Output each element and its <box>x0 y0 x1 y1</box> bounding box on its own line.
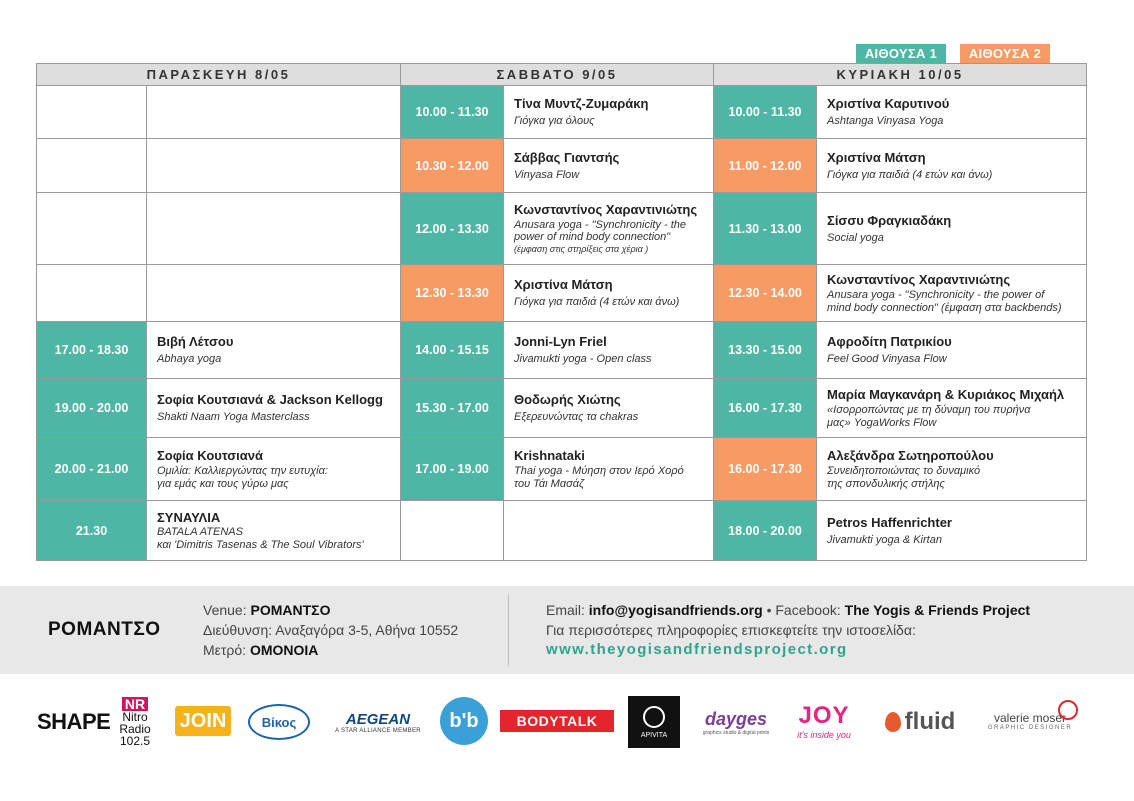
join-logo: JOIN <box>175 706 231 736</box>
table-row <box>37 438 1087 501</box>
time-slot: 15.30 - 17.00 <box>401 379 504 438</box>
class-name-line-2: μας» YogaWorks Flow <box>827 416 937 429</box>
session-cell <box>504 379 714 438</box>
session-cell <box>817 379 1087 438</box>
empty-slot <box>147 86 401 139</box>
day-header-friday: ΠΑΡΑΣΚΕΥΗ 8/05 <box>37 64 401 86</box>
class-name: Ομιλία: Καλλιεργώντας την ευτυχία: <box>157 464 328 477</box>
session-cell <box>147 438 401 501</box>
metro-name: ΟΜΟΝΟΙΑ <box>249 642 319 658</box>
empty-slot <box>37 265 147 322</box>
empty-slot <box>37 139 147 193</box>
session-cell <box>504 86 714 139</box>
separator: • <box>762 602 776 618</box>
facebook-label: Facebook: <box>775 602 845 618</box>
instructor-name: Αφροδίτη Πατρικίου <box>827 334 952 349</box>
class-name: Abhaya yoga <box>157 353 222 365</box>
class-name: Thai yoga - Μύηση στον Ιερό Χορό <box>514 464 684 477</box>
time-slot: 16.00 - 17.30 <box>714 379 817 438</box>
contact-details <box>546 600 1030 660</box>
radio-text: Radio <box>119 722 151 736</box>
joy-logo <box>790 698 858 744</box>
venue-name: ΡΟΜΑΝΤΣΟ <box>250 602 331 618</box>
time-slot: 17.00 - 19.00 <box>401 438 504 501</box>
instructor-name: Θοδωρής Χιώτης <box>514 392 621 407</box>
empty-slot <box>147 265 401 322</box>
time-slot: 10.00 - 11.30 <box>401 86 504 139</box>
joy-text: JOY <box>798 702 850 729</box>
table-row <box>37 501 1087 561</box>
session-cell <box>504 139 714 193</box>
dayges-subtext: graphics studio & digital prints <box>702 729 770 736</box>
session-cell <box>817 86 1087 139</box>
time-slot: 10.00 - 11.30 <box>714 86 817 139</box>
valerie-text: valerie moser <box>993 711 1067 725</box>
class-name: Shakti Naam Yoga Masterclass <box>157 411 310 423</box>
class-note: (έμφαση στις στηρίξεις στα χέρια ) <box>514 244 649 254</box>
instructor-name: Κωνσταντίνος Χαραντινιώτης <box>827 271 1011 287</box>
session-cell <box>147 379 401 438</box>
class-name-line-2: για εμάς και τους γύρω μας <box>157 477 289 490</box>
nitro-text: Nitro <box>122 710 148 724</box>
instructor-name: Σοφία Κουτσιανά <box>157 447 264 463</box>
instructor-name: Τίνα Μυντζ-Ζυμαράκη <box>514 96 649 111</box>
metro-label: Μετρό: <box>203 642 250 658</box>
instructor-name: Krishnataki <box>514 447 585 463</box>
dayges-text: dayges <box>704 708 768 729</box>
instructor-name: Χριστίνα Μάτση <box>514 277 613 292</box>
empty-slot <box>147 139 401 193</box>
class-name-line-2: power of mind body connection" <box>514 231 671 243</box>
more-info-text: Για περισσότερες πληροφορίες επισκεφτείτε την ιστοσελίδα: <box>546 622 916 638</box>
instructor-name: Σίσσυ Φραγκιαδάκη <box>827 212 952 228</box>
day-header-row <box>37 64 1087 86</box>
fluid-logo <box>872 706 968 738</box>
class-name: Feel Good Vinyasa Flow <box>827 353 947 365</box>
time-slot: 12.00 - 13.30 <box>401 193 504 265</box>
facebook-link[interactable]: The Yogis & Friends Project <box>844 602 1031 618</box>
class-name-line-2: του Τάι Μασάζ <box>514 477 585 490</box>
session-cell <box>147 501 401 561</box>
email-label: Email: <box>546 602 589 618</box>
drop-icon <box>885 712 901 732</box>
class-name: Ashtanga Vinyasa Yoga <box>827 115 944 127</box>
class-name: Anusara yoga - "Synchronicity - the power of <box>827 288 1045 301</box>
instructor-name: Petros Haffenrichter <box>827 514 952 530</box>
romantso-logo: ΡΟΜΑΝΤΣΟ <box>48 619 161 640</box>
time-slot: 14.00 - 15.15 <box>401 322 504 379</box>
class-name: Vinyasa Flow <box>514 168 580 181</box>
venue-details <box>203 600 458 660</box>
room-legend <box>856 44 1050 63</box>
class-name: Γιόγκα για όλους <box>514 115 595 127</box>
venue-label: Venue: <box>203 602 251 618</box>
dayges-logo <box>700 700 772 744</box>
time-slot: 16.00 - 17.30 <box>714 438 817 501</box>
time-slot: 11.30 - 13.00 <box>714 193 817 265</box>
venue-info-bar <box>0 586 1134 674</box>
time-slot: 13.30 - 15.00 <box>714 322 817 379</box>
instructor-name: Jonni-Lyn Friel <box>514 334 607 349</box>
nitro-badge: NR <box>122 697 148 711</box>
instructor-name: Αλεξάνδρα Σωτηροπούλου <box>827 447 994 463</box>
website-link[interactable]: www.theyogisandfriendsproject.org <box>546 641 848 658</box>
time-slot: 21.30 <box>37 501 147 561</box>
instructor-name: Κωνσταντίνος Χαραντινιώτης <box>514 202 698 217</box>
bodytalk-logo: BODYTALK <box>500 710 614 732</box>
class-name: Εξερευνώντας τα chakras <box>514 411 639 423</box>
valerie-moser-logo <box>978 704 1082 738</box>
apivita-text: APIVITA <box>640 731 668 739</box>
apivita-logo <box>628 696 680 748</box>
bee-icon <box>643 706 665 728</box>
fluid-text: fluid <box>904 708 956 735</box>
class-name: Γιόγκα για παιδιά (4 ετών και άνω) <box>827 168 993 181</box>
time-slot: 18.00 - 20.00 <box>714 501 817 561</box>
empty-slot <box>37 86 147 139</box>
time-slot: 17.00 - 18.30 <box>37 322 147 379</box>
divider <box>508 594 509 666</box>
concert-artist: BATALA ATENAS <box>157 525 243 538</box>
session-cell <box>504 265 714 322</box>
class-name: «Ισορροπώντας με τη δύναμη του πυρήνα <box>827 403 1031 416</box>
time-slot: 20.00 - 21.00 <box>37 438 147 501</box>
class-name: Social yoga <box>827 231 884 244</box>
session-cell <box>817 501 1087 561</box>
class-name: Jivamukti yoga & Kirtan <box>827 533 942 546</box>
instructor-name: Σοφία Κουτσιανά & Jackson Kellogg <box>157 392 383 407</box>
schedule-table <box>36 63 1087 561</box>
room-1-badge: ΑΙΘΟΥΣΑ 1 <box>856 44 946 63</box>
empty-slot <box>504 501 714 561</box>
table-row <box>37 86 1087 139</box>
shape-logo: SHAPE <box>37 709 111 734</box>
table-row <box>37 265 1087 322</box>
time-slot: 11.00 - 12.00 <box>714 139 817 193</box>
table-row <box>37 379 1087 438</box>
class-name-line-2: της σπονδυλικής στήλης <box>827 477 945 490</box>
frequency-text: 102.5 <box>119 734 151 748</box>
time-slot: 12.30 - 13.30 <box>401 265 504 322</box>
table-row <box>37 193 1087 265</box>
class-name: Συνειδητοποιώντας το δυναμικό <box>827 464 981 477</box>
empty-slot <box>401 501 504 561</box>
session-cell <box>817 438 1087 501</box>
instructor-name: Χριστίνα Καρυτινού <box>827 96 950 111</box>
session-cell <box>817 193 1087 265</box>
room-2-badge: ΑΙΘΟΥΣΑ 2 <box>960 44 1050 63</box>
aegean-logo <box>330 704 426 740</box>
time-slot: 12.30 - 14.00 <box>714 265 817 322</box>
class-name: Jivamukti yoga - Open class <box>514 353 652 365</box>
session-cell <box>817 265 1087 322</box>
circle-icon <box>1058 700 1078 720</box>
vikos-logo: Βίκος <box>248 704 310 740</box>
time-slot: 10.30 - 12.00 <box>401 139 504 193</box>
valerie-subtext: GRAPHIC DESIGNER <box>987 725 1073 731</box>
aegean-subtext: A STAR ALLIANCE MEMBER <box>335 727 421 734</box>
class-name: Γιόγκα για παιδιά (4 ετών και άνω) <box>514 296 680 308</box>
empty-slot <box>37 193 147 265</box>
email-link[interactable]: info@yogisandfriends.org <box>588 602 763 618</box>
instructor-name: Σάββας Γιαντσής <box>514 149 620 165</box>
metro-line <box>203 640 458 660</box>
session-cell <box>504 193 714 265</box>
sponsor-logos <box>0 692 1134 752</box>
instructor-name: Μαρία Μαγκανάρη & Κυριάκος Μιχαήλ <box>827 386 1065 402</box>
instructor-name: Χριστίνα Μάτση <box>827 149 926 165</box>
day-header-sunday: ΚΥΡΙΑΚΗ 10/05 <box>714 64 1087 86</box>
session-cell <box>504 438 714 501</box>
instructor-name: Βιβή Λέτσου <box>157 334 234 349</box>
time-slot: 19.00 - 20.00 <box>37 379 147 438</box>
contact-line <box>546 600 1030 620</box>
aegean-text: AEGEAN <box>345 710 411 728</box>
session-cell <box>504 322 714 379</box>
empty-slot <box>147 193 401 265</box>
day-header-saturday: ΣΑΒΒΑΤΟ 9/05 <box>401 64 714 86</box>
table-row <box>37 322 1087 379</box>
concert-title: ΣΥΝΑΥΛΙΑ <box>157 509 221 525</box>
session-cell <box>147 322 401 379</box>
concert-artist-line-2: και 'Dimitris Tasenas & The Soul Vibrators' <box>157 538 364 551</box>
class-name-line-2: mind body connection" (έμφαση στα backbends) <box>827 301 1062 314</box>
nitro-radio-logo <box>112 692 158 752</box>
joy-subtext: it's inside you <box>797 730 851 740</box>
bb-logo: b'b <box>440 697 488 745</box>
session-cell <box>817 139 1087 193</box>
table-row <box>37 139 1087 193</box>
venue-line <box>203 600 458 620</box>
class-name: Anusara yoga - "Synchronicity - the <box>514 219 687 231</box>
address-line: Διεύθυνση: Αναξαγόρα 3-5, Αθήνα 10552 <box>203 622 459 638</box>
session-cell <box>817 322 1087 379</box>
